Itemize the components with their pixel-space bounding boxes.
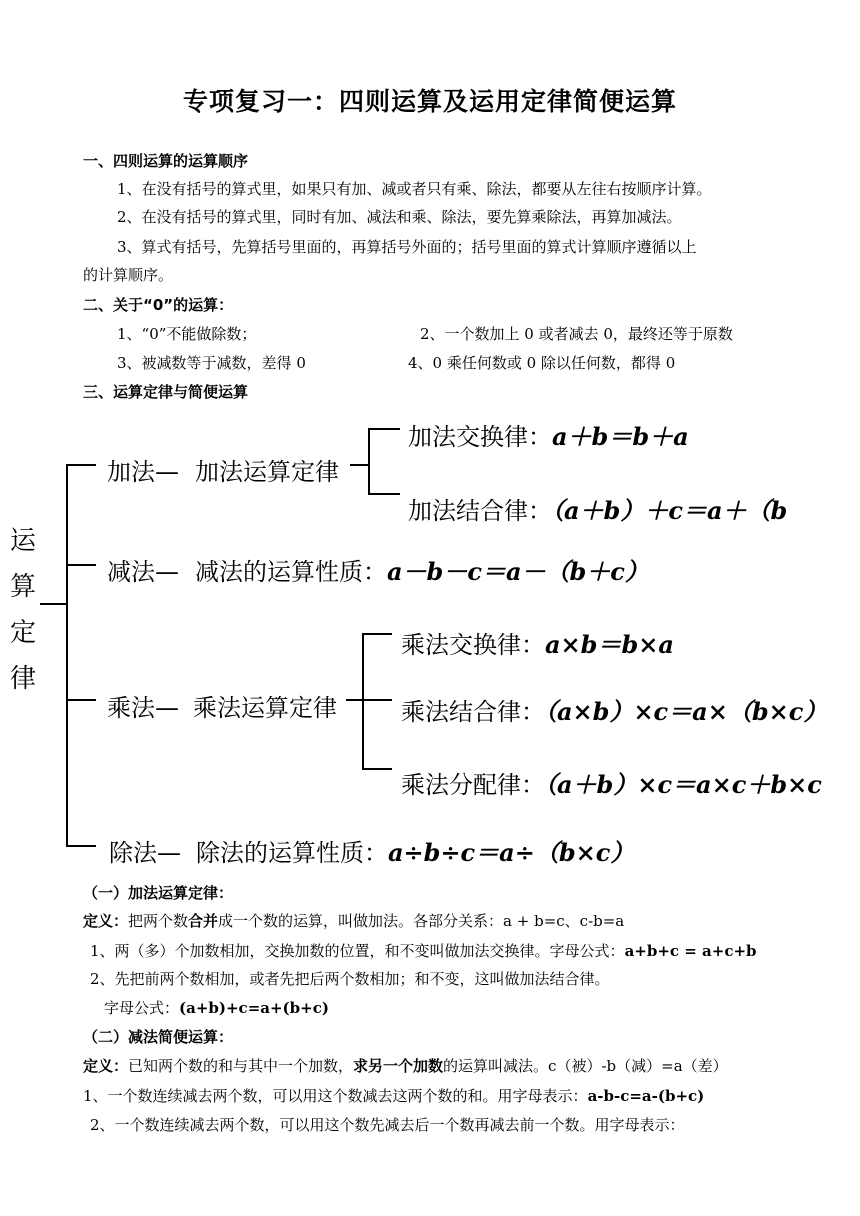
mul-bracket-vertical bbox=[362, 633, 364, 769]
root-char-3: 定 bbox=[9, 618, 36, 648]
section2-item4: 4、0 乘任何数或 0 除以任何数，都得 0 bbox=[408, 354, 676, 372]
main-bracket-vertical bbox=[66, 464, 68, 846]
part2-item1-formula: a-b-c=a-(b+c) bbox=[587, 1087, 705, 1105]
part1-def-text-a: 把两个数 bbox=[128, 912, 189, 930]
add-sub-connector bbox=[350, 464, 370, 466]
add-bracket-bottom bbox=[368, 493, 400, 495]
section2-item2: 2、一个数加上 0 或者减去 0，最终还等于原数 bbox=[420, 325, 733, 343]
diagram-div-property bbox=[196, 833, 634, 868]
part1-item1 bbox=[90, 940, 757, 961]
section3-heading: 三、运算定律与简便运算 bbox=[83, 383, 249, 401]
diagram-sub-property bbox=[195, 552, 649, 587]
part1-def-label: 定义： bbox=[83, 912, 129, 930]
add-bracket-top bbox=[368, 428, 400, 430]
bracket-to-div bbox=[66, 845, 96, 847]
mul-law3-name: 乘法分配律： bbox=[401, 771, 545, 799]
mul-bracket-middle bbox=[362, 699, 392, 701]
diagram-add-sub: 加法运算定律 bbox=[195, 458, 339, 486]
diagram-mul-sub: 乘法运算定律 bbox=[193, 694, 337, 722]
mul-law1-name: 乘法交换律： bbox=[401, 631, 545, 659]
add-law1 bbox=[408, 417, 689, 452]
add-law1-name: 加法交换律： bbox=[408, 423, 552, 451]
part2-def-bold: 求另一个加数 bbox=[353, 1057, 444, 1075]
mul-law3 bbox=[401, 765, 822, 800]
section1-item2: 2、在没有括号的算式里，同时有加、减法和乘、除法，要先算乘除法，再算加减法。 bbox=[117, 208, 682, 226]
section1-item3a: 3、算式有括号，先算括号里面的，再算括号外面的；括号里面的算式计算顺序遵循以上 bbox=[117, 238, 697, 256]
diagram-mul-label: 乘法— bbox=[107, 694, 179, 722]
section1-heading: 一、四则运算的运算顺序 bbox=[83, 152, 249, 170]
part1-def-bold: 合并 bbox=[188, 912, 219, 930]
section2-item1: 1、“0”不能做除数； bbox=[117, 325, 257, 343]
part1-item2b bbox=[104, 997, 329, 1018]
page-title: 专项复习一：四则运算及运用定律简便运算 bbox=[182, 87, 677, 116]
part1-item1-formula: a+b+c = a+c+b bbox=[624, 942, 757, 960]
part1-definition bbox=[83, 910, 624, 931]
part2-item2: 2、一个数连续减去两个数，可以用这个数先减去后一个数再减去前一个数。用字母表示： bbox=[90, 1116, 685, 1134]
div-property-formula: a÷b÷c＝a÷（b×c） bbox=[388, 838, 635, 867]
root-char-4: 律 bbox=[9, 664, 36, 694]
part1-heading: （一）加法运算定律： bbox=[83, 884, 234, 902]
part1-item2: 2、先把前两个数相加，或者先把后两个数相加；和不变，这叫做加法结合律。 bbox=[90, 970, 610, 988]
diagram-add-label: 加法— bbox=[107, 458, 179, 486]
mul-law1 bbox=[401, 625, 674, 660]
bracket-to-mul bbox=[66, 699, 96, 701]
bracket-to-sub bbox=[66, 564, 96, 566]
part1-item2b-label: 字母公式： bbox=[104, 999, 180, 1017]
part1-item2b-formula: (a+b)+c=a+(b+c) bbox=[179, 999, 329, 1017]
part2-item1-text: 1、一个数连续减去两个数，可以用这个数减去这两个数的和。用字母表示： bbox=[83, 1087, 588, 1105]
add-bracket-vertical bbox=[368, 428, 370, 494]
diagram-div-label: 除法— bbox=[109, 839, 181, 867]
bracket-to-add bbox=[66, 464, 96, 466]
mul-law2 bbox=[401, 692, 827, 727]
root-char-2: 算 bbox=[9, 572, 36, 602]
part2-def-text-b: 的运算叫减法。c（被）-b（减）=a（差） bbox=[443, 1057, 728, 1075]
part1-item1-text: 1、两（多）个加数相加，交换加数的位置，和不变叫做加法交换律。字母公式： bbox=[90, 942, 625, 960]
section1-item1: 1、在没有括号的算式里，如果只有加、减或者只有乘、除法，都要从左往右按顺序计算。 bbox=[117, 180, 712, 198]
root-char-1: 运 bbox=[9, 526, 36, 556]
mul-law2-formula: （a×b）×c＝a×（b×c） bbox=[545, 697, 828, 726]
part2-def-label: 定义： bbox=[83, 1057, 129, 1075]
section2-item3: 3、被减数等于减数，差得 0 bbox=[117, 354, 306, 372]
part1-def-text-b: 成一个数的运算，叫做加法。各部分关系：a + b=c、c-b=a bbox=[218, 912, 625, 930]
diagram-sub-label: 减法— bbox=[107, 558, 179, 586]
mul-bracket-top bbox=[362, 633, 392, 635]
mul-law2-name: 乘法结合律： bbox=[401, 698, 545, 726]
root-connector bbox=[40, 603, 68, 605]
add-law1-formula: a＋b＝b＋a bbox=[552, 422, 689, 451]
add-law2-name: 加法结合律： bbox=[408, 497, 552, 525]
part2-item1 bbox=[83, 1085, 704, 1106]
sub-property-formula: a－b－c＝a－（b＋c） bbox=[387, 557, 649, 586]
mul-law3-formula: （a＋b）×c＝a×c＋b×c bbox=[545, 770, 822, 799]
sub-property-name: 减法的运算性质： bbox=[195, 558, 387, 586]
part2-def-text-a: 已知两个数的和与其中一个加数， bbox=[128, 1057, 354, 1075]
add-law2-formula: （a＋b）＋c＝a＋（b bbox=[552, 496, 788, 525]
add-law2 bbox=[408, 491, 787, 526]
section2-heading: 二、关于“0”的运算： bbox=[83, 296, 234, 314]
part2-definition bbox=[83, 1055, 728, 1076]
div-property-name: 除法的运算性质： bbox=[196, 839, 388, 867]
mul-law1-formula: a×b＝b×a bbox=[545, 630, 674, 659]
part2-heading: （二）减法简便运算： bbox=[83, 1028, 234, 1046]
mul-bracket-bottom bbox=[362, 768, 392, 770]
section1-item3b: 的计算顺序。 bbox=[83, 266, 174, 284]
